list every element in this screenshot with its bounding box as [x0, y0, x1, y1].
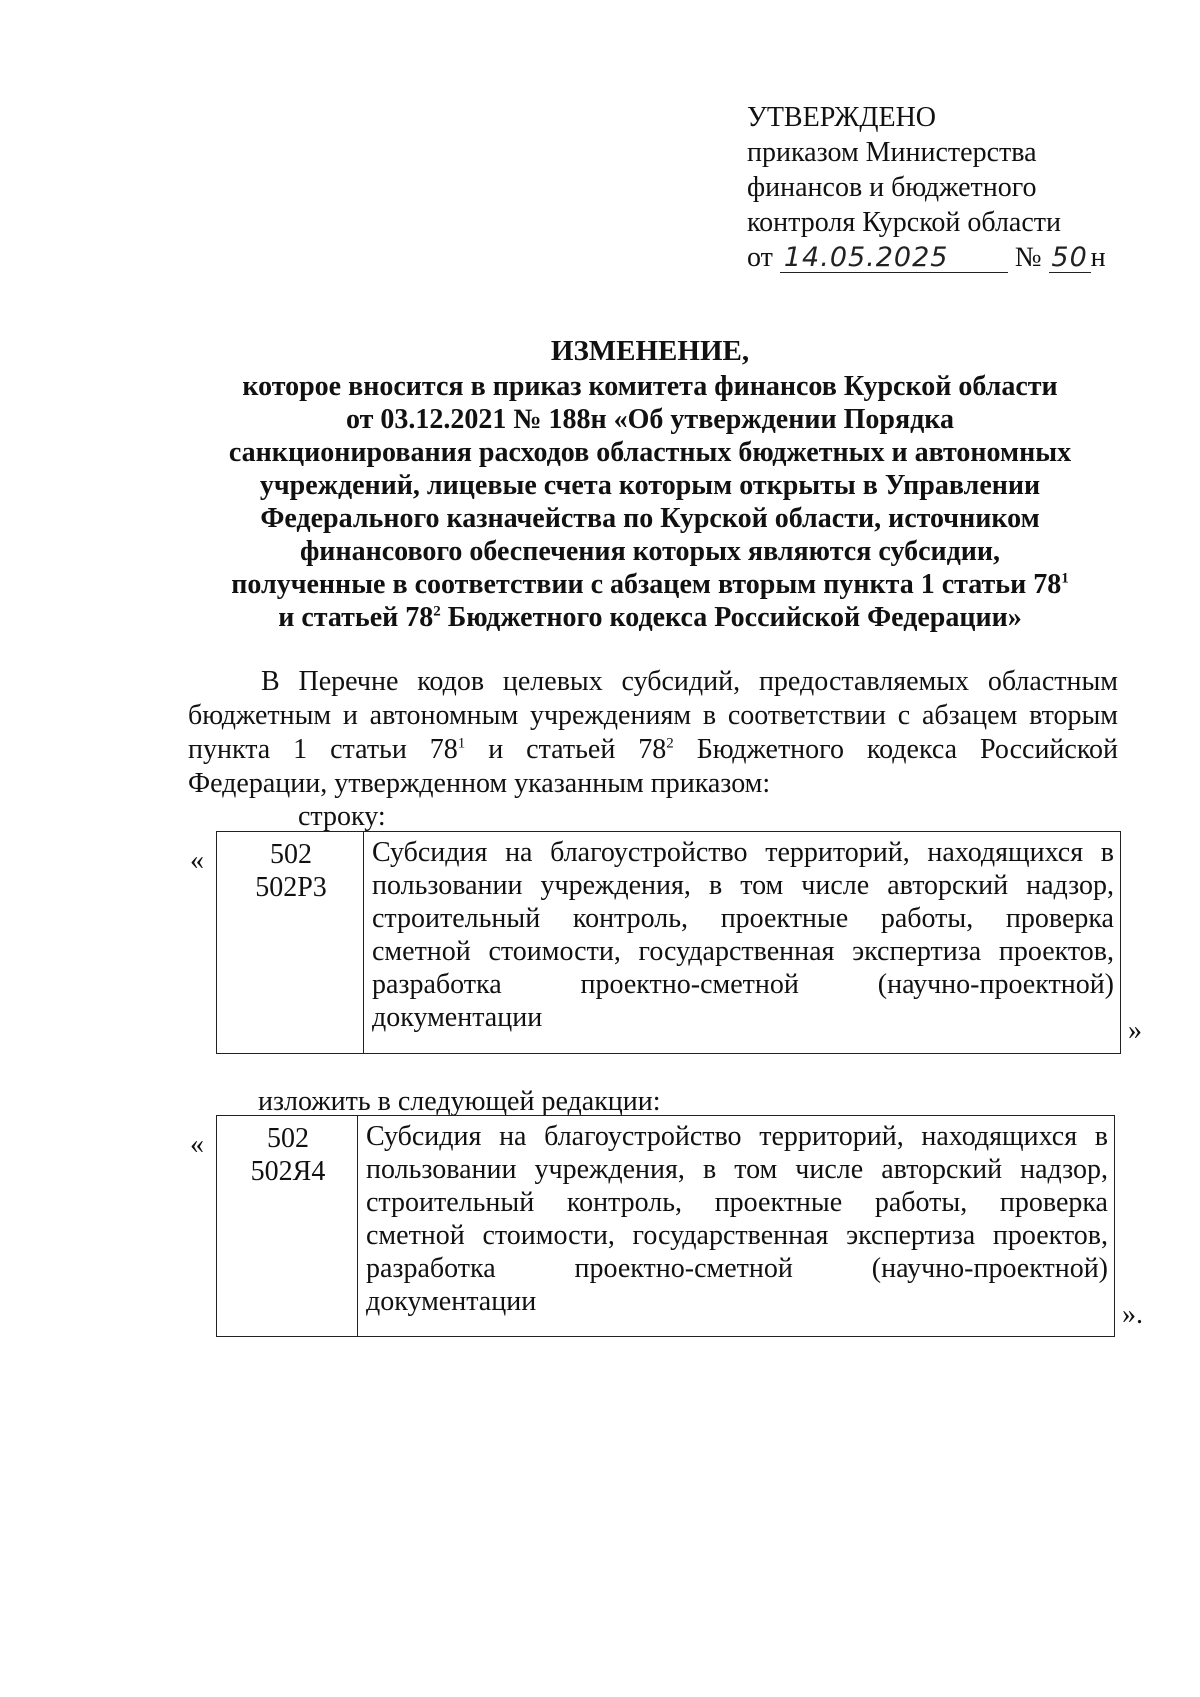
description-line: разработка проектно-сметной (научно-проектной): [372, 969, 1114, 1000]
heading-line: которое вносится в приказ комитета финансов Курской области: [242, 371, 1058, 402]
description-line: пользовании учреждения, в том числе авторский надзор,: [366, 1154, 1108, 1185]
heading-line: финансового обеспечения которых являются субсидии,: [299, 536, 1001, 567]
heading-title: ИЗМЕНЕНИЕ,: [550, 335, 750, 367]
code-cell: [217, 832, 364, 1054]
heading-line-text: полученные в соответствии с абзацем вторым пункта 1 статьи 78: [231, 569, 1062, 600]
heading-line-text: Бюджетного кодекса Российской Федерации»: [440, 602, 1022, 633]
paragraph-line: В Перечне кодов целевых субсидий, предоставляемых областным: [261, 666, 1118, 697]
open-quote: «: [190, 1129, 204, 1160]
code-primary: 502: [270, 839, 312, 870]
new-code-table: [216, 1115, 1115, 1337]
approval-line-1: приказом Министерства: [747, 137, 1037, 168]
description-line: сметной стоимости, государственная экспертиза проектов,: [372, 936, 1114, 967]
number-prefix: №: [1014, 242, 1042, 273]
description-line: Субсидия на благоустройство территорий, находящихся в: [372, 837, 1114, 868]
body-paragraph: [188, 665, 1118, 801]
description-line: пользовании учреждения, в том числе авторский надзор,: [372, 870, 1114, 901]
description-line: разработка проектно-сметной (научно-проектной): [366, 1253, 1108, 1284]
description-line: документации: [372, 1002, 543, 1033]
old-code-table: [216, 831, 1121, 1054]
table-row: [217, 1116, 1115, 1337]
document-heading: [180, 335, 1120, 634]
approval-stamp: УТВЕРЖДЕНО: [747, 102, 937, 133]
paragraph-line: [188, 733, 1118, 767]
paragraph-line: бюджетным и автономным учреждениям в соответствии с абзацем вторым: [188, 700, 1118, 731]
open-quote: «: [190, 845, 204, 876]
description-line: строительный контроль, проектные работы, проверка: [372, 903, 1114, 934]
paragraph-text: Бюджетного кодекса Российской: [673, 734, 1118, 765]
code-secondary: 502Р3: [255, 872, 327, 903]
heading-line: [180, 568, 1120, 601]
handwritten-date: 14.05.2025: [783, 242, 949, 273]
order-date-number: [747, 240, 1106, 275]
description-cell: [364, 832, 1121, 1054]
heading-line: санкционирования расходов областных бюджетных и автономных: [228, 437, 1072, 468]
date-field: [780, 244, 1008, 273]
heading-line: учреждений, лицевые счета которым открыты в Управлении: [259, 470, 1041, 501]
replace-label: изложить в следующей редакции:: [258, 1086, 661, 1117]
heading-line: от 03.12.2021 № 188н «Об утверждении Порядка: [346, 404, 954, 435]
description-line: строительный контроль, проектные работы, проверка: [366, 1187, 1108, 1218]
heading-line-text: и статьей 78: [278, 602, 434, 633]
heading-line: [180, 601, 1120, 634]
paragraph-text: и статьей 78: [465, 734, 667, 765]
approval-block: [747, 100, 1106, 275]
description-line: документации: [366, 1286, 537, 1317]
superscript: 2: [433, 603, 441, 620]
row-label: строку:: [298, 801, 386, 832]
heading-line: Федерального казначейства по Курской области, источником: [260, 503, 1040, 534]
handwritten-number: 50: [1051, 242, 1088, 273]
superscript: 2: [666, 735, 674, 752]
code-primary: 502: [267, 1123, 309, 1154]
code-cell: [217, 1116, 358, 1337]
superscript: 1: [457, 735, 466, 752]
description-line: Субсидия на благоустройство территорий, находящихся в: [366, 1121, 1108, 1152]
close-quote: »: [1128, 1015, 1142, 1046]
code-secondary: 502Я4: [250, 1156, 326, 1187]
description-cell: [358, 1116, 1115, 1337]
paragraph-line: Федерации, утвержденном указанным приказом:: [188, 768, 771, 799]
description-line: сметной стоимости, государственная экспертиза проектов,: [366, 1220, 1108, 1251]
approval-line-3: контроля Курской области: [747, 207, 1061, 238]
date-prefix: от: [747, 242, 773, 273]
table-row: [217, 832, 1121, 1054]
close-quote: ».: [1122, 1299, 1143, 1330]
superscript: 1: [1061, 570, 1069, 587]
approval-line-2: финансов и бюджетного: [747, 172, 1037, 203]
paragraph-text: пункта 1 статьи 78: [188, 734, 458, 765]
number-field: [1049, 244, 1091, 273]
number-suffix: н: [1090, 242, 1106, 273]
